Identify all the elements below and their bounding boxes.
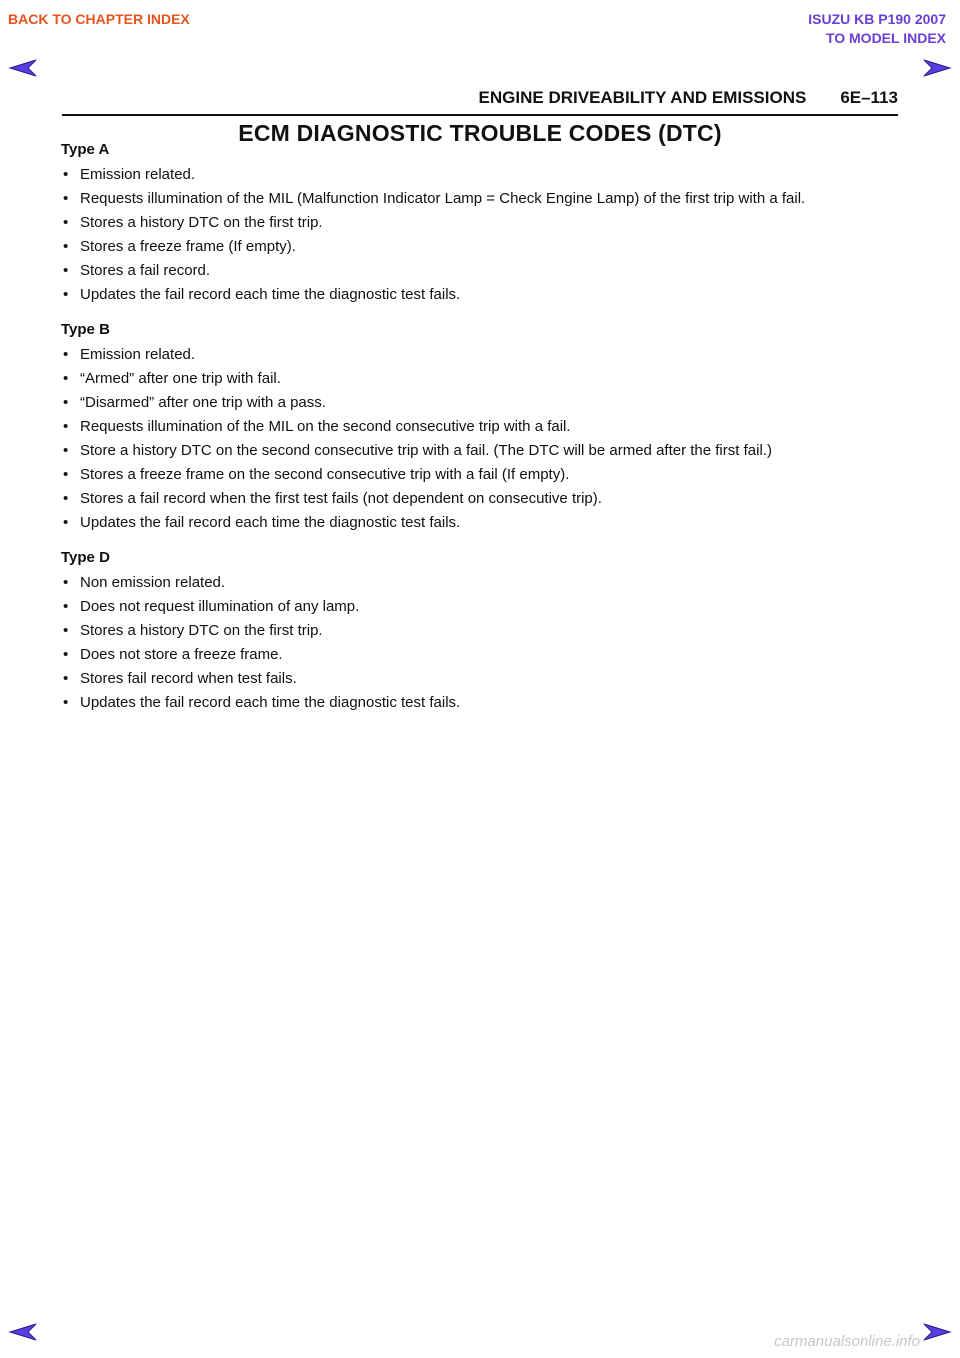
page-title: ECM DIAGNOSTIC TROUBLE CODES (DTC)	[238, 120, 722, 146]
list-item: • Updates the fail record each time the diagnostic test fails.	[61, 511, 901, 535]
list-item: • Stores a history DTC on the first trip.	[61, 619, 901, 643]
list-item: • Emission related.	[61, 163, 901, 187]
list-item: • Stores a history DTC on the first trip.	[61, 211, 901, 235]
running-header	[62, 88, 898, 116]
section-heading: Type A	[61, 141, 110, 158]
list-item: • “Disarmed” after one trip with a pass.	[61, 391, 901, 415]
prev-page-arrow-icon[interactable]	[8, 58, 38, 78]
page-number: 6E–113	[840, 88, 898, 107]
list-item: • Requests illumination of the MIL on the second consecutive trip with a fail.	[61, 415, 901, 439]
type-d-section	[61, 548, 901, 715]
to-model-index-link[interactable]: TO MODEL INDEX	[825, 30, 946, 46]
prev-page-arrow-icon[interactable]	[8, 1322, 38, 1342]
section-heading: Type B	[61, 321, 110, 338]
model-title-link[interactable]: ISUZU KB P190 2007	[808, 11, 946, 27]
list-item: • Stores fail record when test fails.	[61, 667, 901, 691]
list-item: • Updates the fail record each time the diagnostic test fails.	[61, 283, 901, 307]
list-item: • Stores a fail record when the first test fails (not dependent on consecutive trip).	[61, 487, 901, 511]
site-watermark: carmanualsonline.info	[774, 1333, 920, 1350]
list-item: • Non emission related.	[61, 571, 901, 595]
document-body	[61, 140, 901, 728]
list-item: • Requests illumination of the MIL (Malfunction Indicator Lamp = Check Engine Lamp) of the first trip with a fail.	[61, 187, 901, 211]
back-to-chapter-index-link[interactable]: BACK TO CHAPTER INDEX	[8, 11, 190, 27]
next-page-arrow-icon[interactable]	[922, 1322, 952, 1342]
list-item: • Store a history DTC on the second consecutive trip with a fail. (The DTC will be armed after the first fail.)	[61, 439, 901, 463]
list-item: • “Armed” after one trip with fail.	[61, 367, 901, 391]
list-item: • Stores a freeze frame (If empty).	[61, 235, 901, 259]
section-heading: Type D	[61, 549, 110, 566]
list-item: • Does not store a freeze frame.	[61, 643, 901, 667]
next-page-arrow-icon[interactable]	[922, 58, 952, 78]
list-item: • Emission related.	[61, 343, 901, 367]
section-title: ENGINE DRIVEABILITY AND EMISSIONS	[478, 88, 807, 107]
type-a-section	[61, 140, 901, 307]
list-item: • Stores a fail record.	[61, 259, 901, 283]
type-b-section	[61, 320, 901, 535]
list-item: • Stores a freeze frame on the second consecutive trip with a fail (If empty).	[61, 463, 901, 487]
list-item: • Does not request illumination of any lamp.	[61, 595, 901, 619]
list-item: • Updates the fail record each time the diagnostic test fails.	[61, 691, 901, 715]
